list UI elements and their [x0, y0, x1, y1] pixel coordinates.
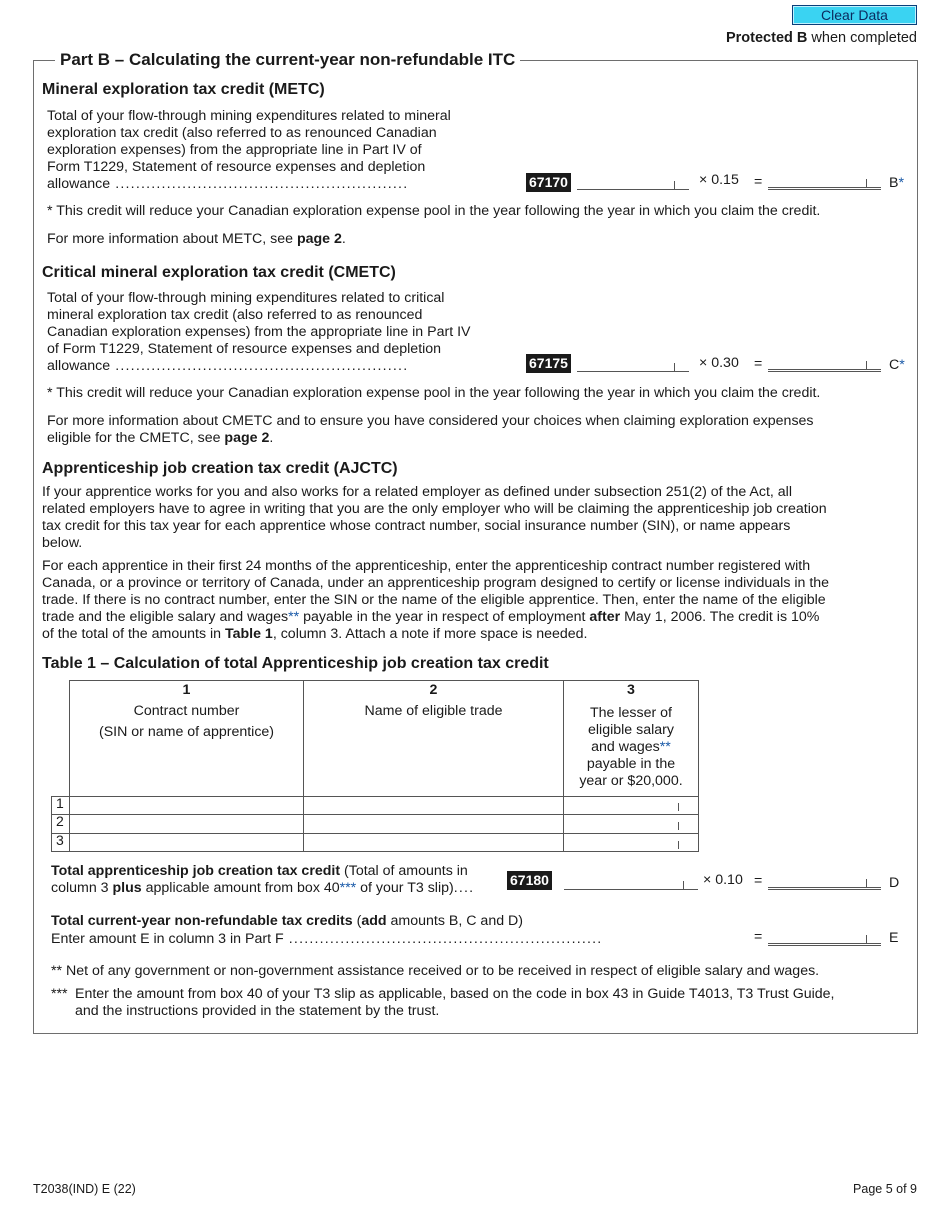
ajctc-para1-4: below. [42, 535, 83, 551]
total-credits-letter: E [889, 930, 899, 946]
cmetc-code: 67175 [526, 354, 571, 373]
cmetc-text-3: Canadian exploration expenses) from the appropriate line in Part IV [47, 324, 471, 340]
table1-col3-header-5: year or $20,000. [579, 773, 683, 789]
total-credits-line2: Enter amount E in column 3 in Part F ............................................................. [51, 931, 603, 947]
cmetc-text-5: allowance ......................................................... [47, 358, 409, 374]
table1-col3-header-2: eligible salary [588, 722, 674, 738]
footnote-double-star: ** Net of any government or non-government assistance received or to be received in respect of eligible salary and wages. [51, 963, 820, 979]
total-ajctc-result-field[interactable] [768, 874, 881, 890]
cmetc-more-info-1: For more information about CMETC and to ensure you have considered your choices when claiming exploration expenses [47, 413, 814, 429]
metc-text-4: Form T1229, Statement of resource expenses and depletion [47, 159, 426, 175]
table1-col1-number: 1 [182, 682, 191, 698]
table1-row-number: 1 [56, 795, 64, 811]
cmetc-more-info-2: eligible for the CMETC, see page 2. [47, 430, 274, 446]
cmetc-result-field[interactable] [768, 356, 881, 372]
table1-row1-trade-input[interactable] [305, 797, 562, 813]
metc-code: 67170 [526, 173, 571, 192]
cmetc-text-1: Total of your flow-through mining expenditures related to critical [47, 290, 445, 306]
table1-title: Table 1 – Calculation of total Apprenticeship job creation tax credit [42, 655, 549, 672]
table1-row3-trade-input[interactable] [305, 834, 562, 851]
total-ajctc-line1: Total apprenticeship job creation tax credit (Total of amounts in [51, 863, 468, 879]
ajctc-title: Apprenticeship job creation tax credit (AJCTC) [42, 460, 398, 477]
total-ajctc-equals: = [754, 873, 763, 889]
ajctc-para1-3: tax credit for this tax year for each apprentice whose contract number, social insurance number (SIN), or name appears [42, 518, 791, 534]
cmetc-amount-field[interactable] [577, 356, 689, 372]
metc-text-5: allowance ......................................................... [47, 176, 409, 192]
table1-row1-amount-input[interactable] [565, 797, 697, 813]
total-ajctc-code: 67180 [507, 871, 552, 890]
total-ajctc-rate: × 0.10 [703, 872, 743, 888]
ajctc-para2-1: For each apprentice in their first 24 months of the apprenticeship, enter the apprenticeship contract number registered with [42, 558, 811, 574]
metc-amount-field[interactable] [577, 174, 689, 190]
table1-row2-amount-input[interactable] [565, 815, 697, 832]
table1-row1-contract-input[interactable] [71, 797, 302, 813]
total-credits-line1: Total current-year non-refundable tax credits (add amounts B, C and D) [51, 913, 524, 929]
metc-equals: = [754, 174, 763, 190]
table1-row2-trade-input[interactable] [305, 815, 562, 832]
table1-col1-header-1: Contract number [133, 703, 240, 719]
ajctc-para2-2: Canada, or a province or territory of Canada, under an apprenticeship program designed to certify or license individuals in the [42, 575, 830, 591]
total-credits-result-field[interactable] [768, 930, 881, 946]
cmetc-title: Critical mineral exploration tax credit (CMETC) [42, 264, 396, 281]
page-number: Page 5 of 9 [853, 1182, 917, 1196]
cmetc-letter: C* [889, 357, 905, 373]
table1-row3-amount-input[interactable] [565, 834, 697, 851]
table1-row-number: 3 [56, 832, 64, 848]
table1-col3-header-1: The lesser of [589, 705, 672, 721]
table1-row3-contract-input[interactable] [71, 834, 302, 851]
cmetc-text-4: of Form T1229, Statement of resource expenses and depletion [47, 341, 442, 357]
total-ajctc-line2: column 3 plus applicable amount from box 40*** of your T3 slip).... [51, 880, 475, 896]
protected-label: Protected B when completed [725, 30, 917, 46]
metc-note: * This credit will reduce your Canadian exploration expense pool in the year following the year in which you claim the credit. [47, 203, 821, 219]
ajctc-para1-1: If your apprentice works for you and also works for a related employer as defined under subsection 251(2) of the Act, all [42, 484, 792, 500]
ajctc-para2-3: trade. If there is no contract number, enter the SIN or the name of the eligible apprentice. Then, enter the name of the eligible [42, 592, 826, 608]
metc-letter: B* [889, 175, 904, 191]
table1-col2-header-1: Name of eligible trade [364, 703, 503, 719]
ajctc-para2-5: of the total of the amounts in Table 1, column 3. Attach a note if more space is needed. [42, 626, 588, 642]
metc-more-info: For more information about METC, see page 2. [47, 231, 346, 247]
metc-rate: × 0.15 [699, 172, 739, 188]
cmetc-rate: × 0.30 [699, 355, 739, 371]
footnote-triple-star-2: and the instructions provided in the statement by the trust. [75, 1003, 440, 1019]
table1-col3-header-4: payable in the [586, 756, 676, 772]
cmetc-equals: = [754, 356, 763, 372]
table1-row2-contract-input[interactable] [71, 815, 302, 832]
total-credits-equals: = [754, 929, 763, 945]
footnote-triple-star-1: Enter the amount from box 40 of your T3 slip as applicable, based on the code in box 43 in Guide T4013, T3 Trust Guide, [75, 986, 835, 1002]
metc-text-2: exploration tax credit (also referred to as renounced Canadian [47, 125, 437, 141]
cmetc-note: * This credit will reduce your Canadian exploration expense pool in the year following the year in which you claim the credit. [47, 385, 821, 401]
footnote-triple-star-mark: *** [51, 986, 68, 1002]
table1-col3-header-3: and wages** [591, 739, 671, 755]
table1-col1-header-2: (SIN or name of apprentice) [98, 724, 275, 740]
table1-col3-number: 3 [627, 682, 635, 698]
clear-data-button[interactable]: Clear Data [792, 5, 917, 25]
ajctc-para1-2: related employers have to agree in writing that you are the only employer who will be claiming the apprenticeship job creation [42, 501, 827, 517]
ajctc-para2-4: trade and the eligible salary and wages** payable in the year in respect of employment after May 1, 2006. The credit is 10% [42, 609, 820, 625]
total-ajctc-letter: D [889, 875, 900, 891]
metc-text-3: exploration expenses) from the appropriate line in Part IV of [47, 142, 422, 158]
metc-title: Mineral exploration tax credit (METC) [42, 81, 325, 98]
form-id: T2038(IND) E (22) [33, 1182, 136, 1196]
total-ajctc-amount-field[interactable] [564, 874, 698, 890]
part-b-title: Part B – Calculating the current-year non-refundable ITC [55, 50, 520, 70]
metc-text-1: Total of your flow-through mining expenditures related to mineral [47, 108, 451, 124]
metc-result-field[interactable] [768, 174, 881, 190]
table1-row-number: 2 [56, 813, 64, 829]
cmetc-text-2: mineral exploration tax credit (also referred to as renounced [47, 307, 423, 323]
table1-col2-number: 2 [429, 682, 438, 698]
